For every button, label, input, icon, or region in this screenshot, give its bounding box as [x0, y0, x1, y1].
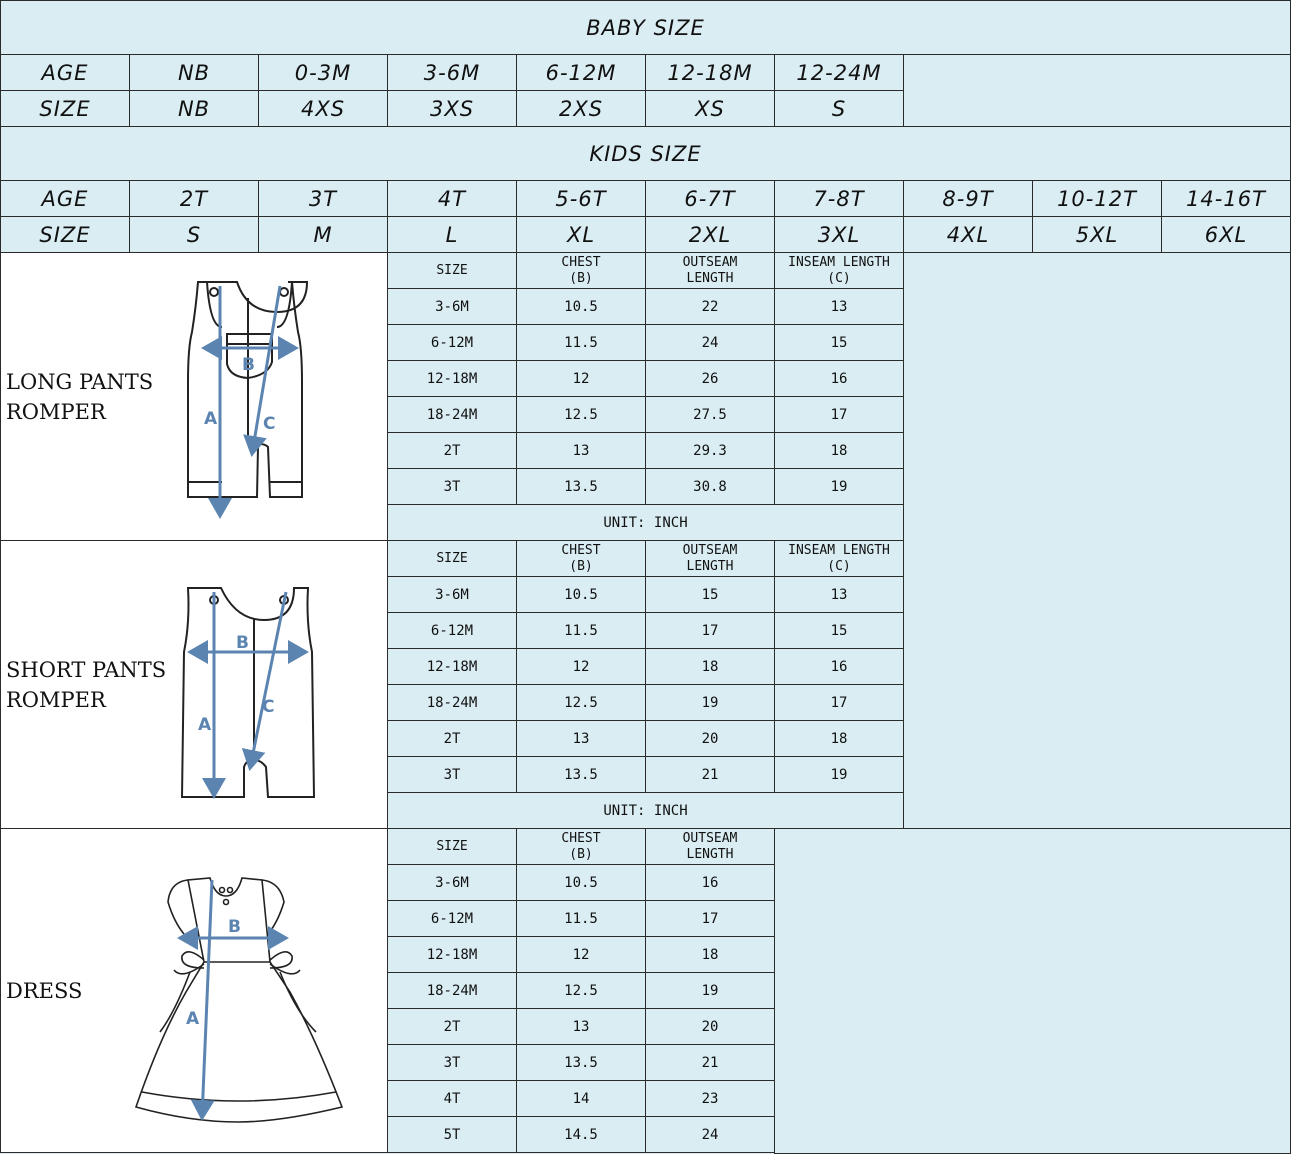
short_romper-value-cell: 17: [645, 612, 775, 649]
header-text: INSEAM LENGTH (C): [788, 542, 890, 574]
short_romper-value-cell: 20: [645, 720, 775, 757]
kids-age-cell: 5-6T: [516, 180, 646, 217]
dress-value-cell: 5T: [387, 1116, 517, 1153]
dress-value-cell: 4T: [387, 1080, 517, 1117]
diagram-letter-c: C: [263, 414, 276, 434]
dress-value-cell: 3T: [387, 1044, 517, 1081]
header-text: CHEST (B): [561, 542, 601, 574]
dress-value-cell: 10.5: [516, 864, 646, 901]
short_romper-value-cell: 16: [774, 648, 904, 685]
dress-value-cell: 18: [645, 936, 775, 973]
diagram-letter-c: C: [262, 697, 275, 717]
short_romper-value-cell: 15: [774, 612, 904, 649]
short_romper-value-cell: 12: [516, 648, 646, 685]
kids-size-title: KIDS SIZE: [0, 126, 1291, 181]
long_romper-value-cell: 12-18M: [387, 360, 517, 397]
header-text: OUTSEAM LENGTH: [682, 830, 738, 862]
long_romper-value-cell: 16: [774, 360, 904, 397]
kids-age-cell: 4T: [387, 180, 517, 217]
kids-size-cell: S: [129, 216, 259, 253]
kids-size-cell: 4XL: [903, 216, 1033, 253]
dress-drawing: [130, 872, 345, 1127]
dress-value-cell: 11.5: [516, 900, 646, 937]
diagram-letter-a: A: [198, 715, 212, 735]
dress-header-cell: [387, 828, 517, 865]
diagram-letter-a: A: [186, 1009, 200, 1029]
short_romper-value-cell: 21: [645, 756, 775, 793]
dress-value-cell: 3-6M: [387, 864, 517, 901]
header-text: SIZE: [436, 838, 468, 854]
short_romper-value-cell: 18: [645, 648, 775, 685]
short_romper-value-cell: 2T: [387, 720, 517, 757]
long-romper-drawing: [180, 272, 315, 527]
dress-value-cell: 24: [645, 1116, 775, 1153]
long_romper-value-cell: 17: [774, 396, 904, 433]
dress-value-cell: 20: [645, 1008, 775, 1045]
baby-age-cell: 3-6M: [387, 54, 517, 91]
long_romper-value-cell: 10.5: [516, 288, 646, 325]
dress-value-cell: 13: [516, 1008, 646, 1045]
short_romper-value-cell: 6-12M: [387, 612, 517, 649]
header-text: OUTSEAM LENGTH: [682, 542, 738, 574]
dress-label: DRESS: [6, 978, 83, 1003]
baby-size-cell: 4XS: [258, 90, 388, 127]
short_romper-value-cell: 11.5: [516, 612, 646, 649]
dress-value-cell: 6-12M: [387, 900, 517, 937]
long_romper-value-cell: 26: [645, 360, 775, 397]
long_romper-value-cell: 13.5: [516, 468, 646, 505]
diagram-letter-b: B: [242, 355, 255, 375]
dress-value-cell: 2T: [387, 1008, 517, 1045]
baby-age-cell: 0-3M: [258, 54, 388, 91]
baby-age-cell: 12-18M: [645, 54, 775, 91]
long_romper-value-cell: 12: [516, 360, 646, 397]
kids-size-label: SIZE: [0, 216, 130, 253]
short_romper-value-cell: 12.5: [516, 684, 646, 721]
dress-value-cell: 13.5: [516, 1044, 646, 1081]
long_romper-value-cell: 13: [774, 288, 904, 325]
short_romper-value-cell: 18-24M: [387, 684, 517, 721]
short_romper-header-cell: [645, 540, 775, 577]
long_romper-value-cell: 18-24M: [387, 396, 517, 433]
short_romper-value-cell: 3-6M: [387, 576, 517, 613]
kids-age-cell: 8-9T: [903, 180, 1033, 217]
long_romper-value-cell: 19: [774, 468, 904, 505]
short_romper-value-cell: 13.5: [516, 756, 646, 793]
baby-size-cell: S: [774, 90, 904, 127]
dress-empty-area: [774, 828, 1291, 1154]
dress-value-cell: 12-18M: [387, 936, 517, 973]
header-text: INSEAM LENGTH (C): [788, 254, 890, 286]
kids-age-cell: 3T: [258, 180, 388, 217]
dress-value-cell: 16: [645, 864, 775, 901]
romper-empty-area: [903, 252, 1291, 829]
header-text: CHEST (B): [561, 830, 601, 862]
long_romper-value-cell: 29.3: [645, 432, 775, 469]
baby-age-label: AGE: [0, 54, 130, 91]
long_romper-value-cell: 13: [516, 432, 646, 469]
dress-value-cell: 12.5: [516, 972, 646, 1009]
label-line: SHORT PANTS: [6, 657, 167, 682]
diagram-letter-b: B: [236, 633, 249, 653]
baby-age-cell: NB: [129, 54, 259, 91]
dress-value-cell: 18-24M: [387, 972, 517, 1009]
long_romper-value-cell: 27.5: [645, 396, 775, 433]
header-text: SIZE: [436, 550, 468, 566]
dress-value-cell: 14.5: [516, 1116, 646, 1153]
dress-value-cell: 14: [516, 1080, 646, 1117]
kids-size-cell: 5XL: [1032, 216, 1162, 253]
dress-value-cell: 23: [645, 1080, 775, 1117]
diagram-letter-a: A: [204, 409, 218, 429]
short_romper-value-cell: 19: [774, 756, 904, 793]
dress-value-cell: 21: [645, 1044, 775, 1081]
baby-size-cell: XS: [645, 90, 775, 127]
short_romper-unit: UNIT: INCH: [387, 792, 904, 829]
long_romper-label: [6, 367, 153, 427]
baby-age-cell: 12-24M: [774, 54, 904, 91]
baby-size-cell: 2XS: [516, 90, 646, 127]
long_romper-header-cell: [645, 252, 775, 289]
header-text: CHEST (B): [561, 254, 601, 286]
label-line: ROMPER: [6, 399, 106, 424]
short_romper-value-cell: 13: [516, 720, 646, 757]
long_romper-value-cell: 15: [774, 324, 904, 361]
short_romper-value-cell: 15: [645, 576, 775, 613]
label-line: LONG PANTS: [6, 369, 154, 394]
baby-size-cell: NB: [129, 90, 259, 127]
baby-size-title: BABY SIZE: [0, 0, 1291, 55]
baby-empty-area: [903, 54, 1291, 127]
short_romper-header-cell: [774, 540, 904, 577]
short_romper-value-cell: 10.5: [516, 576, 646, 613]
short-romper-drawing: [176, 582, 316, 807]
long_romper-unit: UNIT: INCH: [387, 504, 904, 541]
long_romper-header-cell: [774, 252, 904, 289]
kids-age-cell: 2T: [129, 180, 259, 217]
baby-size-label: SIZE: [0, 90, 130, 127]
kids-size-cell: 2XL: [645, 216, 775, 253]
dress-header-cell: [516, 828, 646, 865]
dress-value-cell: 19: [645, 972, 775, 1009]
header-text: OUTSEAM LENGTH: [682, 254, 738, 286]
kids-age-cell: 14-16T: [1161, 180, 1291, 217]
short_romper-value-cell: 12-18M: [387, 648, 517, 685]
kids-age-label: AGE: [0, 180, 130, 217]
long_romper-value-cell: 6-12M: [387, 324, 517, 361]
long_romper-value-cell: 3-6M: [387, 288, 517, 325]
kids-size-cell: 6XL: [1161, 216, 1291, 253]
long_romper-header-cell: [516, 252, 646, 289]
header-text: SIZE: [436, 262, 468, 278]
long_romper-value-cell: 12.5: [516, 396, 646, 433]
kids-age-cell: 7-8T: [774, 180, 904, 217]
kids-size-cell: M: [258, 216, 388, 253]
short_romper-value-cell: 19: [645, 684, 775, 721]
long_romper-value-cell: 2T: [387, 432, 517, 469]
short_romper-value-cell: 18: [774, 720, 904, 757]
long_romper-value-cell: 3T: [387, 468, 517, 505]
short_romper-label: [6, 655, 166, 715]
long_romper-value-cell: 11.5: [516, 324, 646, 361]
short_romper-value-cell: 17: [774, 684, 904, 721]
long_romper-value-cell: 22: [645, 288, 775, 325]
dress-header-cell: [645, 828, 775, 865]
kids-size-cell: 3XL: [774, 216, 904, 253]
kids-age-cell: 10-12T: [1032, 180, 1162, 217]
diagram-letter-b: B: [228, 917, 241, 937]
kids-size-cell: XL: [516, 216, 646, 253]
short_romper-header-cell: [516, 540, 646, 577]
dress-value-cell: 12: [516, 936, 646, 973]
short_romper-value-cell: 13: [774, 576, 904, 613]
short_romper-value-cell: 3T: [387, 756, 517, 793]
long_romper-value-cell: 24: [645, 324, 775, 361]
baby-size-cell: 3XS: [387, 90, 517, 127]
dress-value-cell: 17: [645, 900, 775, 937]
kids-size-cell: L: [387, 216, 517, 253]
long_romper-value-cell: 30.8: [645, 468, 775, 505]
short_romper-header-cell: [387, 540, 517, 577]
long_romper-header-cell: [387, 252, 517, 289]
long_romper-value-cell: 18: [774, 432, 904, 469]
kids-age-cell: 6-7T: [645, 180, 775, 217]
label-line: ROMPER: [6, 687, 106, 712]
baby-age-cell: 6-12M: [516, 54, 646, 91]
